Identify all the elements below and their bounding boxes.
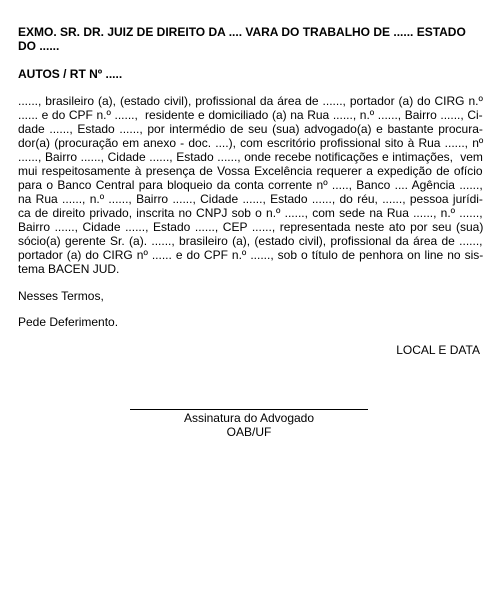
body-line: mui respeitosamente à presença de Vossa Excelência requerer a expedição de ofício [18, 164, 483, 178]
place-and-date: LOCAL E DATA [396, 343, 480, 357]
addressee-line-2: DO ...... [18, 39, 60, 53]
body-line: tema BACEN JUD. [18, 262, 120, 276]
body-line: Bairro ......, Cidade ......, Estado ......, CEP ......, representada neste ato por seu (sua) [18, 220, 484, 234]
body-line: ......, Bairro ......, Cidade ......, Estado ......, onde recebe notificações e intimações, vem [18, 150, 483, 164]
body-line: dor(a) (procuração em anexo - doc. ....), com escritório profissional sito à Rua ......, nº [18, 136, 484, 150]
signature-name: Assinatura do Advogado [183, 411, 315, 425]
signature-registry: OAB/UF [226, 425, 272, 439]
case-number-line: AUTOS / RT Nº ..... [18, 67, 123, 81]
closing-terms: Nesses Termos, [18, 289, 104, 303]
body-line: dade ......, Estado ......, por intermédio de seu (sua) advogado(a) e bastante procura- [18, 122, 483, 136]
body-line: para o Banco Central para bloqueio da conta corrente nº ....., Banco .... Agência ......, [18, 178, 483, 192]
body-line: ......, brasileiro (a), (estado civil), profissional da área de ......, portador (a) do CIRG n.º [18, 94, 483, 108]
addressee-line-1: EXMO. SR. DR. JUIZ DE DIREITO DA .... VARA DO TRABALHO DE ...... ESTADO [18, 25, 466, 39]
body-line: portador (a) do CIRG nº ...... e do CPF n.º ......, sob o título de penhora on line no sis- [18, 248, 484, 262]
body-line: ...... e do CPF n.º ......, residente e domiciliado (a) na Rua ......, n.º ......, Bairro ......, Ci- [18, 108, 483, 122]
body-line: sócio(a) gerente Sr. (a). ......, brasileiro (a), (estado civil), profissional da área de ......, [18, 234, 483, 248]
closing-request: Pede Deferimento. [18, 315, 119, 329]
body-line: ca de direito privado, inscrita no CNPJ sob o n.º ......, com sede na Rua ......, n.º ......, [18, 206, 483, 220]
signature-line [130, 409, 368, 410]
body-line: na Rua ......, n.º ......, Bairro ......, Cidade ......, Estado ......, do réu, ......, pessoa jurídi- [18, 192, 483, 206]
